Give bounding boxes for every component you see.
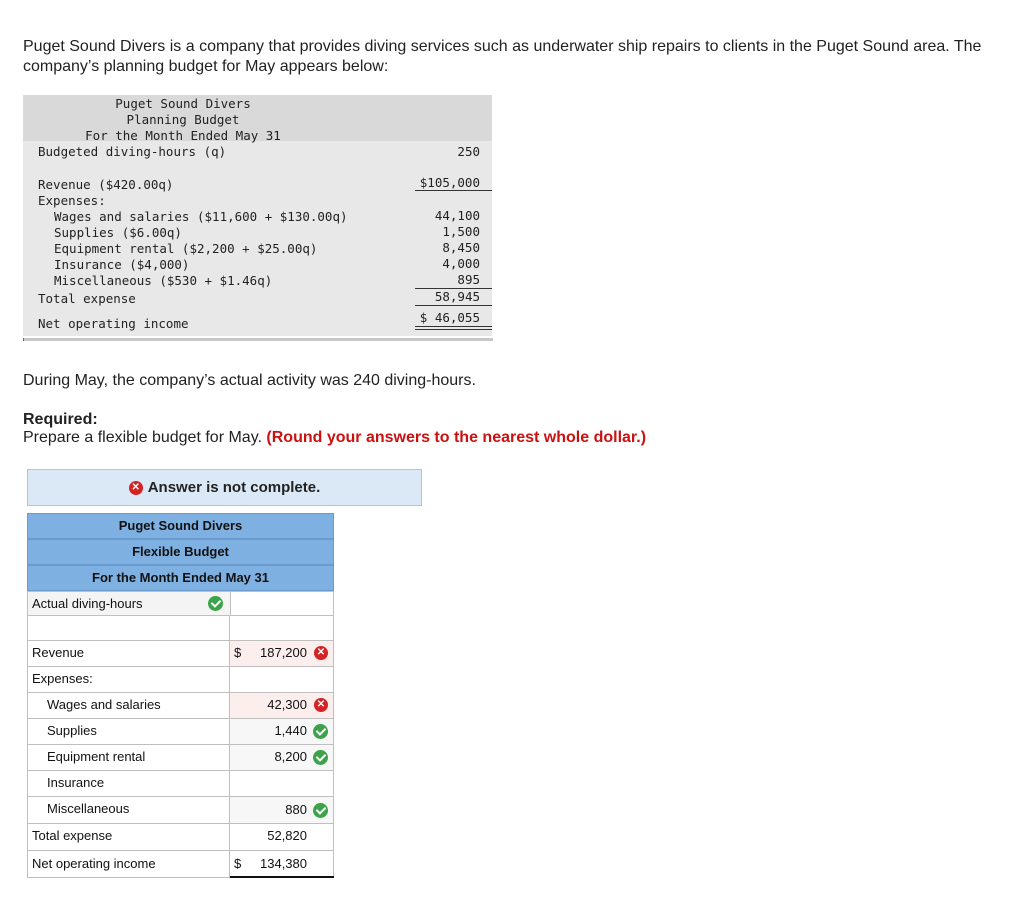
pb-scrollbar <box>23 338 493 341</box>
fb-revenue-input[interactable] <box>230 641 333 666</box>
pb-misc-value: 895 <box>457 272 480 287</box>
pb-supplies-value: 1,500 <box>442 224 480 239</box>
fb-supplies-input[interactable] <box>230 719 333 744</box>
error-x-icon: ✕ <box>129 481 143 495</box>
fb-total-label: Total expense <box>32 828 113 843</box>
fb-noi-dollar: $ <box>234 856 242 871</box>
intro-text <box>23 37 1023 77</box>
pb-noi-value: $ 46,055 <box>419 310 480 325</box>
pb-wages-value: 44,100 <box>434 208 480 223</box>
intro-line-1: Puget Sound Divers is a company that provides diving services such as underwater ship repairs to clients in the Puget Sound area. The <box>23 38 982 55</box>
fb-wages-label: Wages and salaries <box>47 697 161 712</box>
fb-noi-value: 134,380 <box>260 856 307 871</box>
fb-divider <box>230 592 231 615</box>
prepare-instruction <box>23 429 646 447</box>
incorrect-x-icon: ✕ <box>314 698 328 712</box>
pb-activity-value: 250 <box>457 144 480 159</box>
pb-total-label: Total expense <box>38 291 136 306</box>
fb-revenue-row <box>27 640 334 666</box>
intro-line-2: company’s planning budget for May appears below: <box>23 58 389 75</box>
fb-noi-double-rule <box>230 876 334 878</box>
pb-title-1: Puget Sound Divers <box>115 96 251 111</box>
incorrect-x-icon: ✕ <box>314 646 328 660</box>
planning-budget <box>23 95 492 346</box>
fb-misc-label: Miscellaneous <box>47 801 130 816</box>
pb-title-2: Planning Budget <box>126 112 240 127</box>
fb-expenses-row <box>27 666 334 692</box>
fb-insurance-input[interactable] <box>230 771 333 796</box>
pb-rule-noi-2 <box>415 329 492 330</box>
fb-supplies-value: 1,440 <box>274 723 307 738</box>
correct-check-icon <box>313 724 328 739</box>
pb-revenue-value: $105,000 <box>419 175 480 190</box>
pb-rule-noi-1 <box>415 326 492 327</box>
correct-check-icon <box>313 750 328 765</box>
fb-revenue-value: 187,200 <box>260 645 307 660</box>
pb-activity-label: Budgeted diving-hours (q) <box>38 144 227 159</box>
pb-insurance-value: 4,000 <box>442 256 480 271</box>
pb-misc-label: Miscellaneous ($530 + $1.46q) <box>54 273 273 288</box>
correct-check-icon <box>313 803 328 818</box>
fb-equipment-row <box>27 744 334 770</box>
fb-insurance-label: Insurance <box>47 775 105 790</box>
fb-noi-row <box>27 850 334 878</box>
fb-wages-value: 42,300 <box>267 697 307 712</box>
fb-total-value: 52,820 <box>267 828 307 843</box>
pb-supplies-label: Supplies ($6.00q) <box>54 225 182 240</box>
fb-actual-hours-row <box>27 591 334 616</box>
fb-actual-hours-input[interactable] <box>28 592 230 615</box>
fb-misc-value: 880 <box>285 802 307 817</box>
pb-expenses-label: Expenses: <box>38 193 106 208</box>
fb-title-1: Puget Sound Divers <box>27 513 334 539</box>
pb-equipment-label: Equipment rental ($2,200 + $25.00q) <box>54 241 318 256</box>
required-label: Required: <box>23 411 98 428</box>
fb-wages-row <box>27 692 334 718</box>
fb-misc-row <box>27 796 334 823</box>
rounding-note: (Round your answers to the nearest whole dollar.) <box>266 429 647 446</box>
fb-equipment-input[interactable] <box>230 745 333 770</box>
fb-total-row <box>27 823 334 850</box>
prepare-text: Prepare a flexible budget for May. <box>23 429 262 446</box>
fb-equipment-label: Equipment rental <box>47 749 146 764</box>
pb-rule-total <box>415 305 492 306</box>
fb-insurance-row <box>27 770 334 796</box>
fb-wages-input[interactable] <box>230 693 333 718</box>
correct-check-icon <box>208 596 223 611</box>
fb-misc-input[interactable] <box>230 797 333 823</box>
answer-status-banner <box>27 469 422 506</box>
pb-equipment-value: 8,450 <box>442 240 480 255</box>
pb-rule-revenue <box>415 190 492 191</box>
pb-title-3: For the Month Ended May 31 <box>85 128 281 143</box>
answer-status-text: Answer is not complete. <box>147 479 321 496</box>
fb-supplies-row <box>27 718 334 744</box>
fb-noi-label: Net operating income <box>32 856 156 871</box>
fb-title-3: For the Month Ended May 31 <box>27 565 334 591</box>
pb-wages-label: Wages and salaries ($11,600 + $130.00q) <box>54 209 348 224</box>
actual-activity-text: During May, the company’s actual activity was 240 diving-hours. <box>23 372 476 389</box>
fb-title-2: Flexible Budget <box>27 539 334 565</box>
pb-insurance-label: Insurance ($4,000) <box>54 257 190 272</box>
fb-actual-hours-label: Actual diving-hours <box>32 596 143 611</box>
pb-revenue-label: Revenue ($420.00q) <box>38 177 174 192</box>
fb-revenue-label: Revenue <box>32 645 85 660</box>
fb-equipment-value: 8,200 <box>274 749 307 764</box>
pb-total-value: 58,945 <box>434 289 480 304</box>
fb-supplies-label: Supplies <box>47 723 97 738</box>
fb-expenses-label: Expenses: <box>32 671 93 686</box>
fb-revenue-dollar: $ <box>234 645 242 660</box>
pb-noi-label: Net operating income <box>38 316 189 331</box>
